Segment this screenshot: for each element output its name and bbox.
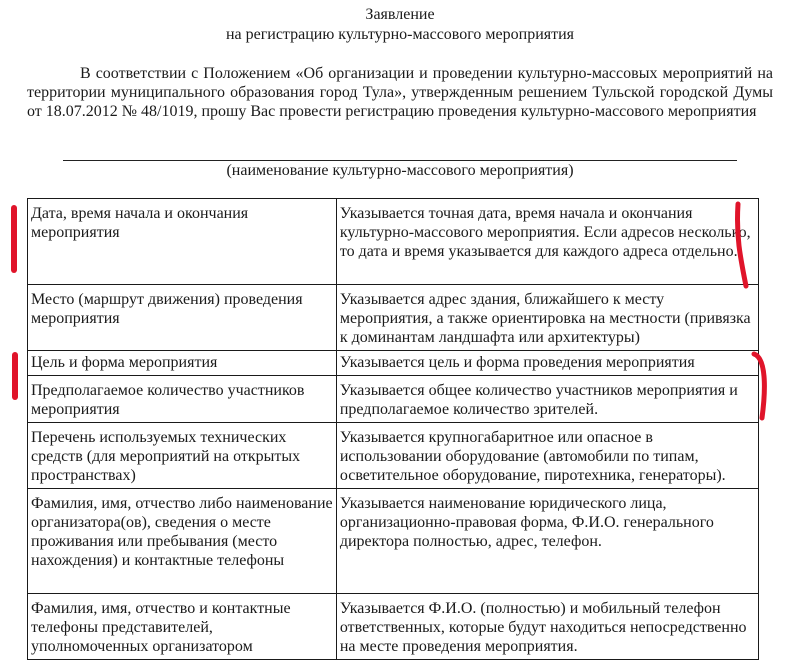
document-title: Заявление (365, 6, 435, 23)
requirements-table (27, 198, 759, 660)
field-cell: Цель и форма мероприятия (28, 351, 337, 376)
field-cell: Предполагаемое количество участников мероприятия (28, 376, 337, 423)
table-row (28, 199, 759, 285)
instruction-cell: Указывается наименование юридического лица, организационно-правовая форма, Ф.И.О. генерального директора полностью, адрес, телефон. (336, 489, 758, 594)
intro-paragraph: В соответствии с Положением «Об организации и проведении культурно-массовых мероприятий на территории муниципального образования город Тула», утвержденным решением Тульской городской Думы от 18.07.2012 № 48/1019, прошу Вас провести регистрацию проведения культурно-массового мероприятия (27, 65, 773, 120)
instruction-cell: Указывается Ф.И.О. (полностью) и мобильный телефон ответственных, которые будут находиться непосредственно на месте проведения мероприятия. (336, 594, 758, 660)
red-highlight-mark (724, 196, 764, 296)
red-highlight-mark (11, 205, 17, 273)
instruction-cell: Указывается цель и форма проведения мероприятия (336, 351, 758, 376)
table-row (28, 351, 759, 376)
instruction-cell: Указывается точная дата, время начала и окончания культурно-массового мероприятия. Если адресов несколько, то дата и время указывается для каждого адреса отдельно. (336, 199, 758, 285)
field-cell: Место (маршрут движения) проведения мероприятия (28, 285, 337, 351)
red-highlight-mark (12, 352, 18, 400)
field-cell: Фамилия, имя, отчество либо наименование организатора(ов), сведения о месте проживания или пребывания (место нахождения) и контактные телефоны (28, 489, 337, 594)
table-row (28, 423, 759, 489)
instruction-cell: Указывается общее количество участников мероприятия и предполагаемое количество зрителей. (336, 376, 758, 423)
red-highlight-mark (744, 348, 784, 428)
document-subtitle: на регистрацию культурно-массового мероприятия (225, 26, 575, 43)
event-name-blank-line (63, 160, 737, 161)
field-cell: Дата, время начала и окончания мероприятия (28, 199, 337, 285)
table-row (28, 489, 759, 594)
table-row (28, 594, 759, 660)
table-row (28, 285, 759, 351)
event-name-caption: (наименование культурно-массового мероприятия) (226, 162, 574, 179)
instruction-cell: Указывается крупногабаритное или опасное в использовании оборудование (автомобили по типам, осветительное оборудование, пиротехника, генераторы). (336, 423, 758, 489)
instruction-cell: Указывается адрес здания, ближайшего к месту мероприятия, а также ориентировка на местности (привязка к доминантам ландшафта или архитектуры) (336, 285, 758, 351)
field-cell: Перечень используемых технических средств (для мероприятий на открытых пространствах) (28, 423, 337, 489)
table-row (28, 376, 759, 423)
field-cell: Фамилия, имя, отчество и контактные телефоны представителей, уполномоченных организатором (28, 594, 337, 660)
